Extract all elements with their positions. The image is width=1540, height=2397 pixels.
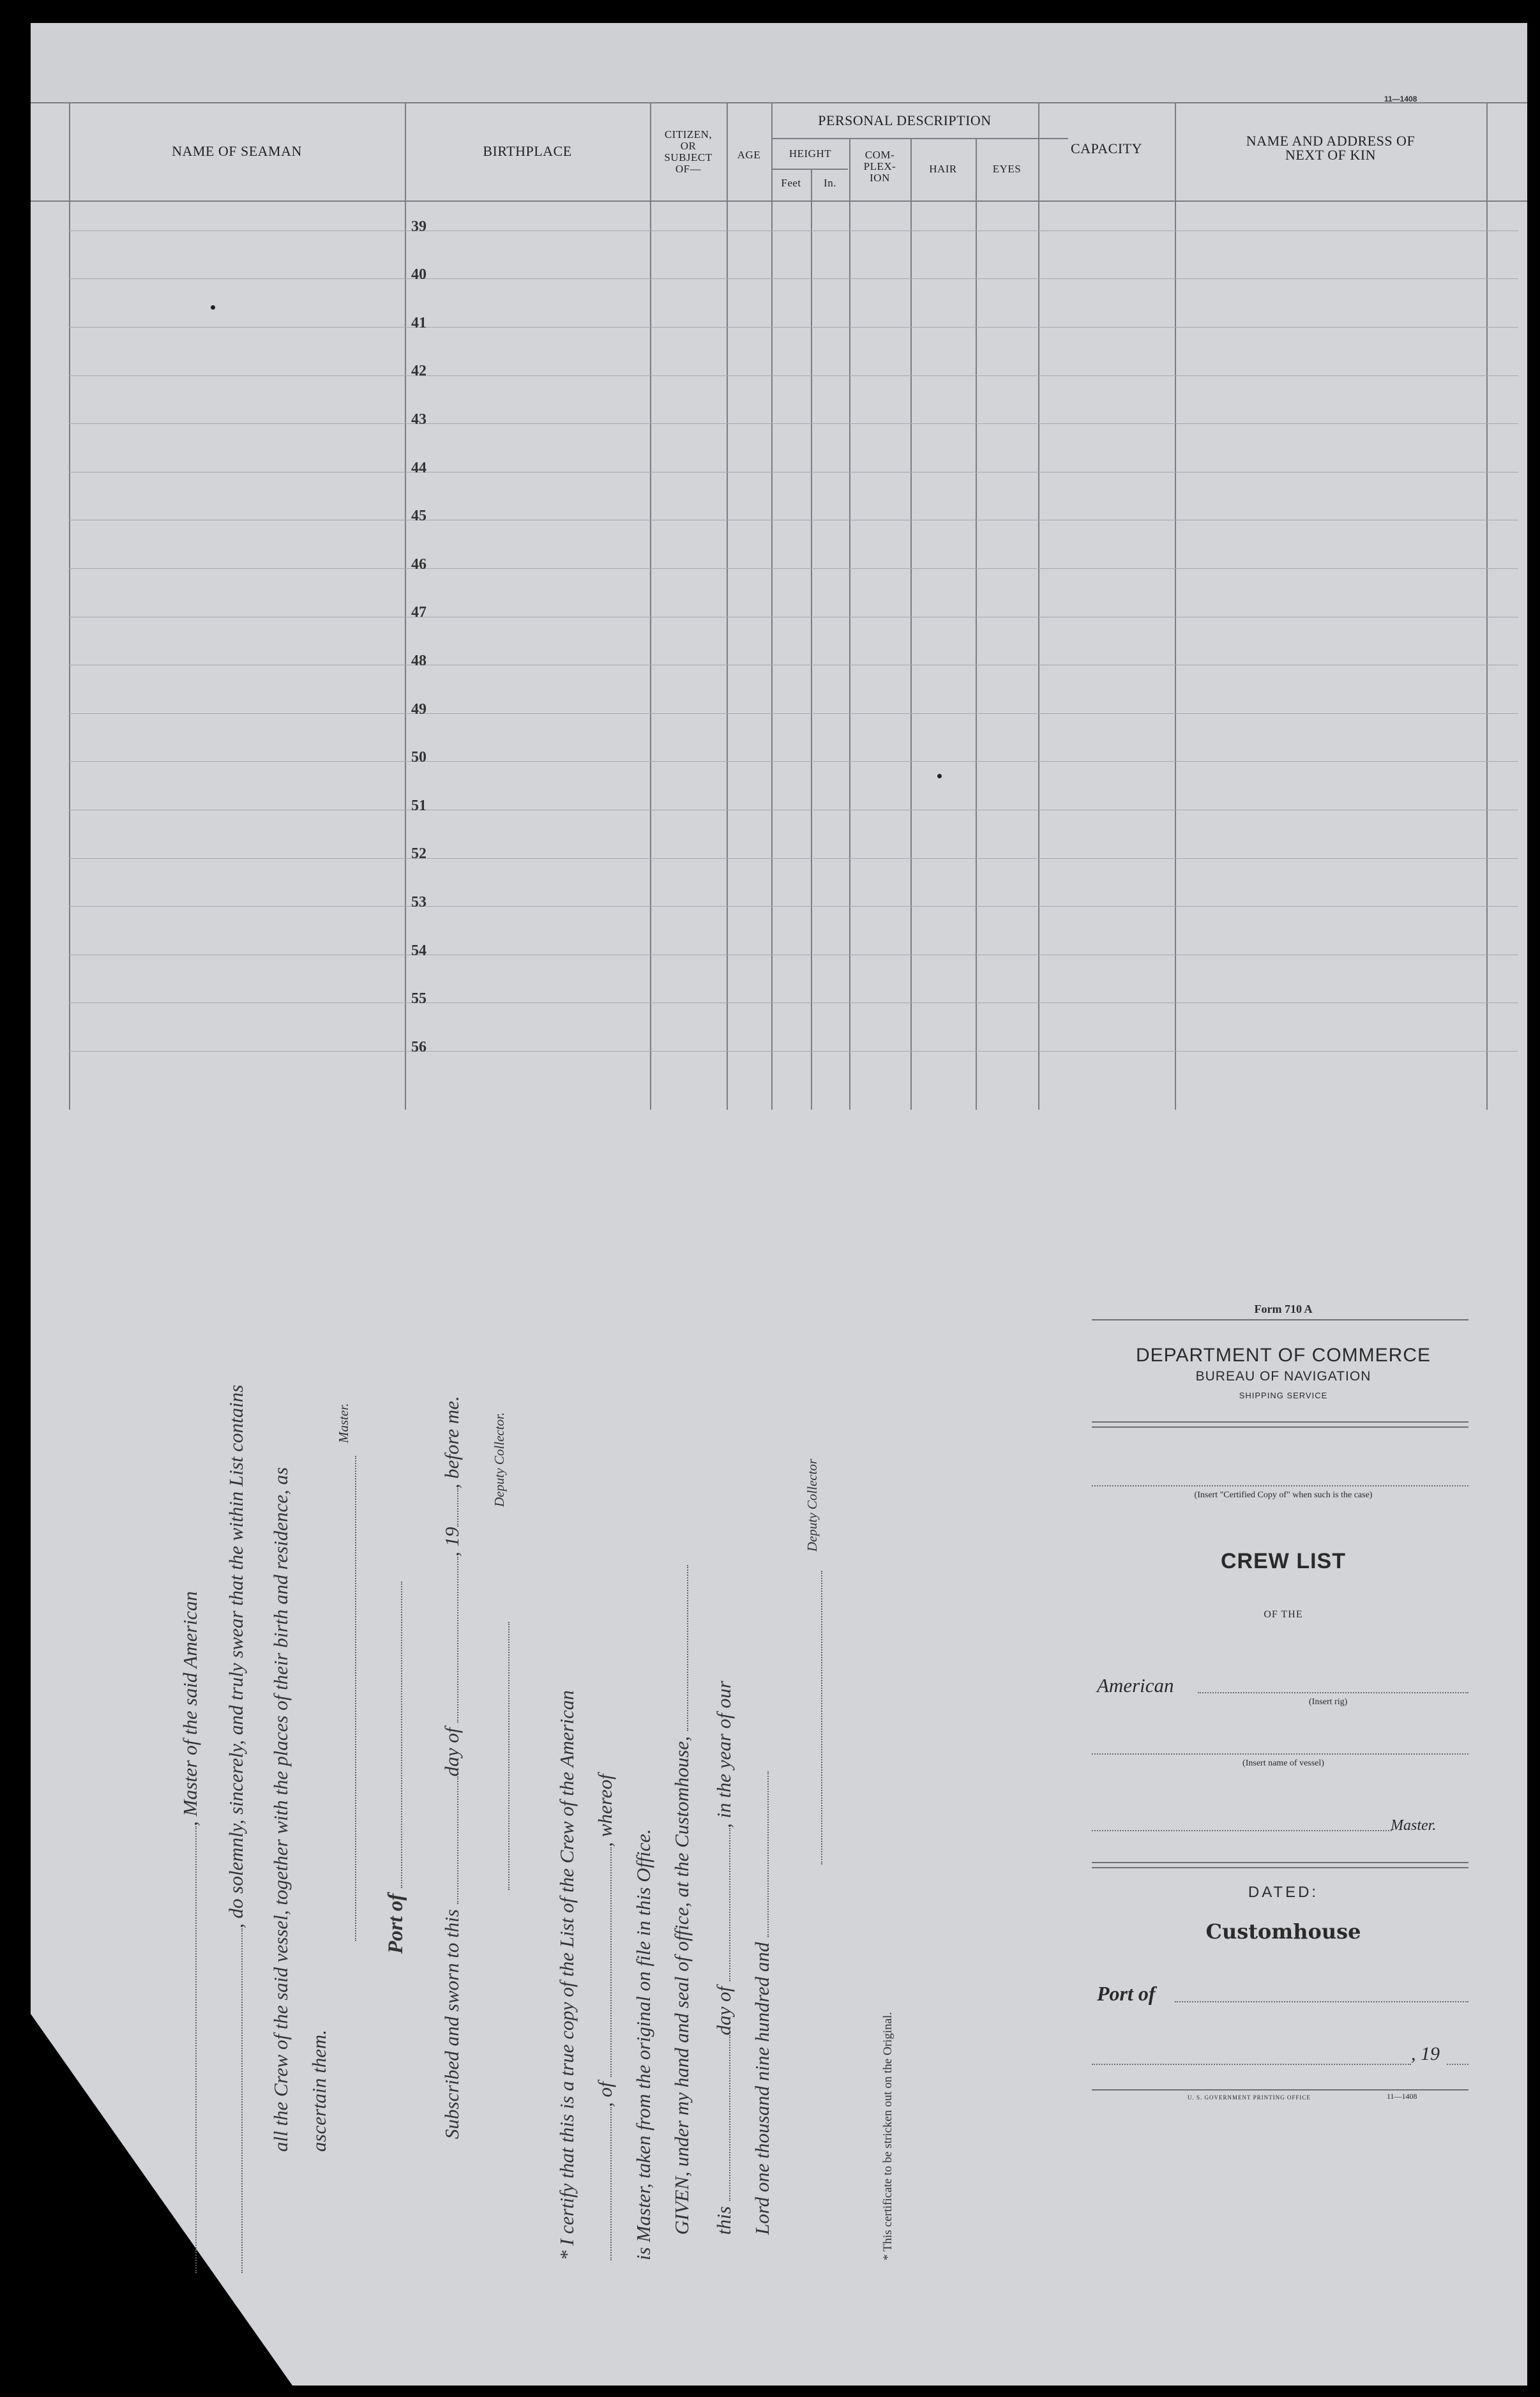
cover-dated: DATED: (1248, 1884, 1319, 1901)
row-number: 55 (411, 990, 427, 1008)
row-number: 49 (411, 700, 427, 718)
col-line (811, 169, 812, 1110)
cover-rule (1092, 1319, 1468, 1320)
ink-dot (937, 774, 942, 778)
header-capacity: CAPACITY (1071, 140, 1142, 156)
of-whereof-line (594, 1774, 617, 2260)
header-citizen-line: CITIZEN, (664, 128, 713, 140)
oath-block (147, 1251, 1015, 2273)
header-personal-description: PERSONAL DESCRIPTION (818, 112, 992, 128)
row-number: 50 (411, 749, 427, 766)
oath-line-3: all the Crew of the said vessel, together with the places of their birth and residence, as (269, 1467, 292, 2152)
subscribed-day-field[interactable] (457, 1776, 458, 1904)
header-birthplace: BIRTHPLACE (483, 143, 572, 159)
row-number: 41 (411, 314, 427, 331)
row-number: 56 (411, 1038, 427, 1055)
row-number: 39 (411, 218, 427, 235)
row-rule (69, 472, 1518, 473)
row-rule (69, 278, 1518, 279)
cover-port-field[interactable] (1175, 2001, 1468, 2002)
port-field[interactable] (401, 1582, 402, 1888)
header-feet: Feet (781, 177, 801, 189)
cover-bureau: BUREAU OF NAVIGATION (1195, 1369, 1371, 1384)
height-rule (771, 169, 848, 170)
header-complexion-line: ION (870, 172, 890, 184)
row-rule (69, 906, 1518, 907)
header-complexion-line: PLEX- (863, 160, 896, 172)
header-complexion-line: COM- (864, 149, 895, 161)
given-month-field[interactable] (729, 1828, 730, 1981)
row-rule (69, 1051, 1518, 1052)
oath-text: , do solemnly, sincerely, and truly swear that the within List contains (225, 1384, 247, 1928)
personal-desc-rule (771, 138, 1068, 139)
given-text: GIVEN, under my hand and seal of office, at the Customhouse, (670, 1736, 693, 2235)
header-bottom-rule (31, 200, 1527, 202)
header-next-of-kin-line: NEXT OF KIN (1285, 147, 1376, 163)
certified-copy-field[interactable] (1092, 1485, 1468, 1486)
row-number: 46 (411, 556, 427, 573)
oath-line-4: ascertain them. (308, 2029, 330, 2152)
header-hair: HAIR (929, 163, 957, 175)
cover-form-number: Form 710 A (1254, 1303, 1313, 1315)
collector-signature-field[interactable] (508, 1622, 510, 1890)
row-number: 52 (411, 845, 427, 863)
header-citizen (650, 129, 727, 175)
row-number: 54 (411, 942, 427, 959)
before-me-label: , before me. (441, 1396, 463, 1489)
cover-crew-list-title: CREW LIST (1221, 1549, 1346, 1573)
day-of-label: day of (441, 1727, 463, 1777)
cover-rule (1092, 1862, 1468, 1863)
this-label: this (713, 2206, 735, 2235)
cover-printing-office: U. S. GOVERNMENT PRINTING OFFICE (1188, 2094, 1311, 2101)
form-number-top: 11—1408 (1384, 95, 1417, 103)
cover-american: American (1097, 1674, 1174, 1697)
year-field[interactable] (767, 1771, 769, 1937)
deputy-collector-label-2: Deputy Collector (804, 1458, 820, 1552)
given-line (670, 1565, 693, 2235)
col-line (1175, 102, 1176, 1110)
crew-table (31, 102, 1527, 1110)
row-number: 40 (411, 266, 427, 284)
of-label: , of (594, 2082, 616, 2107)
cover-department: DEPARTMENT OF COMMERCE (1135, 1345, 1431, 1366)
day-of-label-2: day of (713, 1986, 735, 2036)
top-margin (31, 23, 1527, 103)
is-master-line: is Master, taken from the original on file in this Office. (632, 1829, 654, 2260)
row-rule (69, 713, 1518, 714)
cover-service: SHIPPING SERVICE (1239, 1391, 1328, 1400)
col-line (849, 138, 850, 1110)
nineteen-label: , 19 (441, 1527, 463, 1557)
header-inches: In. (824, 177, 836, 189)
col-line (727, 102, 728, 1110)
rig-field[interactable] (1198, 1692, 1468, 1693)
row-number: 48 (411, 652, 427, 669)
master-signature (338, 1456, 361, 1941)
header-citizen-line: OR (680, 140, 697, 152)
row-number: 42 (411, 363, 427, 380)
col-line (650, 102, 651, 1110)
cover-master-label: Master. (1391, 1817, 1437, 1834)
col-line (976, 138, 977, 1110)
cover-year-field[interactable] (1447, 2064, 1468, 2065)
cover-master-field[interactable] (1092, 1830, 1392, 1831)
col-line (910, 138, 912, 1110)
footnote: * This certificate to be stricken out on the Original. (881, 2011, 895, 2260)
this-day-line (713, 1681, 736, 2235)
port-of-line (384, 1582, 408, 1954)
port-of-vessel-field[interactable] (610, 1847, 612, 2077)
year-of-our-label: , in the year of our (713, 1681, 735, 1829)
oath-name-field[interactable] (241, 1928, 243, 2273)
collector-signature (492, 1622, 515, 1890)
vessel-name-field[interactable] (1092, 1753, 1468, 1755)
row-rule (69, 327, 1518, 328)
oath-line-2 (225, 1385, 248, 2273)
cover-form-number-bottom: 11—1408 (1387, 2092, 1417, 2101)
collector-signature-2 (804, 1571, 827, 1864)
row-number: 47 (411, 604, 427, 621)
whereof-label: , whereof (594, 1774, 616, 1847)
given-day-field[interactable] (729, 2035, 730, 2201)
cover-date-field[interactable] (1092, 2064, 1411, 2065)
ink-dot (211, 305, 215, 310)
deputy-collector-label-1: Deputy Collector. (492, 1412, 507, 1507)
row-number: 43 (411, 411, 427, 428)
row-rule (69, 568, 1518, 569)
row-rule (69, 761, 1518, 762)
col-line (1486, 102, 1488, 1110)
cover-rule (1092, 2089, 1468, 2091)
row-number: 51 (411, 797, 427, 814)
cover-insert-vessel: (Insert name of vessel) (1242, 1758, 1324, 1768)
row-rule (69, 1002, 1518, 1003)
master-signature-field[interactable] (355, 1456, 356, 1941)
certify-text: * I certify that this is a true copy of the List of the Crew of the American (555, 1690, 578, 2260)
col-line (771, 102, 773, 1110)
header-complexion (849, 149, 910, 184)
col-line (69, 102, 70, 1110)
subscribed-year-field[interactable] (457, 1488, 458, 1527)
cover-of-the: OF THE (1264, 1609, 1303, 1620)
row-number: 44 (411, 459, 427, 476)
header-next-of-kin (1175, 134, 1486, 162)
row-rule (69, 423, 1518, 424)
cover-rule (1092, 1867, 1468, 1868)
header-next-of-kin-line: NAME AND ADDRESS OF (1246, 133, 1415, 149)
row-number: 53 (411, 893, 427, 911)
header-citizen-line: SUBJECT (664, 151, 713, 163)
cover-customhouse: Customhouse (1205, 1919, 1361, 1944)
subscribed-label: Subscribed and sworn to this (441, 1909, 463, 2139)
lord-line (751, 1771, 774, 2235)
cover-insert-certified: (Insert "Certified Copy of" when such is the case) (1194, 1490, 1373, 1500)
header-height: HEIGHT (789, 147, 832, 160)
header-name-of-seaman: NAME OF SEAMAN (172, 143, 302, 159)
cover-port-of: Port of (1097, 1982, 1156, 2005)
cover-nineteen: , 19 (1411, 2043, 1440, 2064)
vessel-field[interactable] (610, 2107, 612, 2260)
cover-insert-rig: (Insert rig) (1309, 1697, 1348, 1707)
master-label: Master. (336, 1403, 351, 1443)
master-name-field[interactable] (195, 1826, 197, 2273)
cover-rule (1092, 1421, 1468, 1423)
table-top-rule (31, 102, 1527, 103)
customhouse-field[interactable] (687, 1565, 688, 1731)
port-of-label: Port of (384, 1893, 407, 1954)
subscribed-month-field[interactable] (457, 1557, 458, 1723)
col-line (1038, 102, 1039, 1110)
row-rule (69, 858, 1518, 859)
certify-line (555, 1690, 578, 2260)
subscribed-line (441, 1396, 464, 2139)
lord-text: Lord one thousand nine hundred and (751, 1942, 773, 2235)
cover-panel (1092, 1303, 1475, 2120)
header-citizen-line: OF— (675, 163, 702, 175)
oath-text: , Master of the said American (179, 1591, 201, 1826)
cover-rule (1092, 1426, 1468, 1428)
row-number: 45 (411, 508, 427, 525)
header-eyes: EYES (992, 163, 1022, 175)
row-rule (69, 375, 1518, 376)
oath-line-1 (179, 1591, 202, 2273)
collector-signature-field-2[interactable] (821, 1571, 822, 1864)
header-age: AGE (737, 149, 761, 161)
